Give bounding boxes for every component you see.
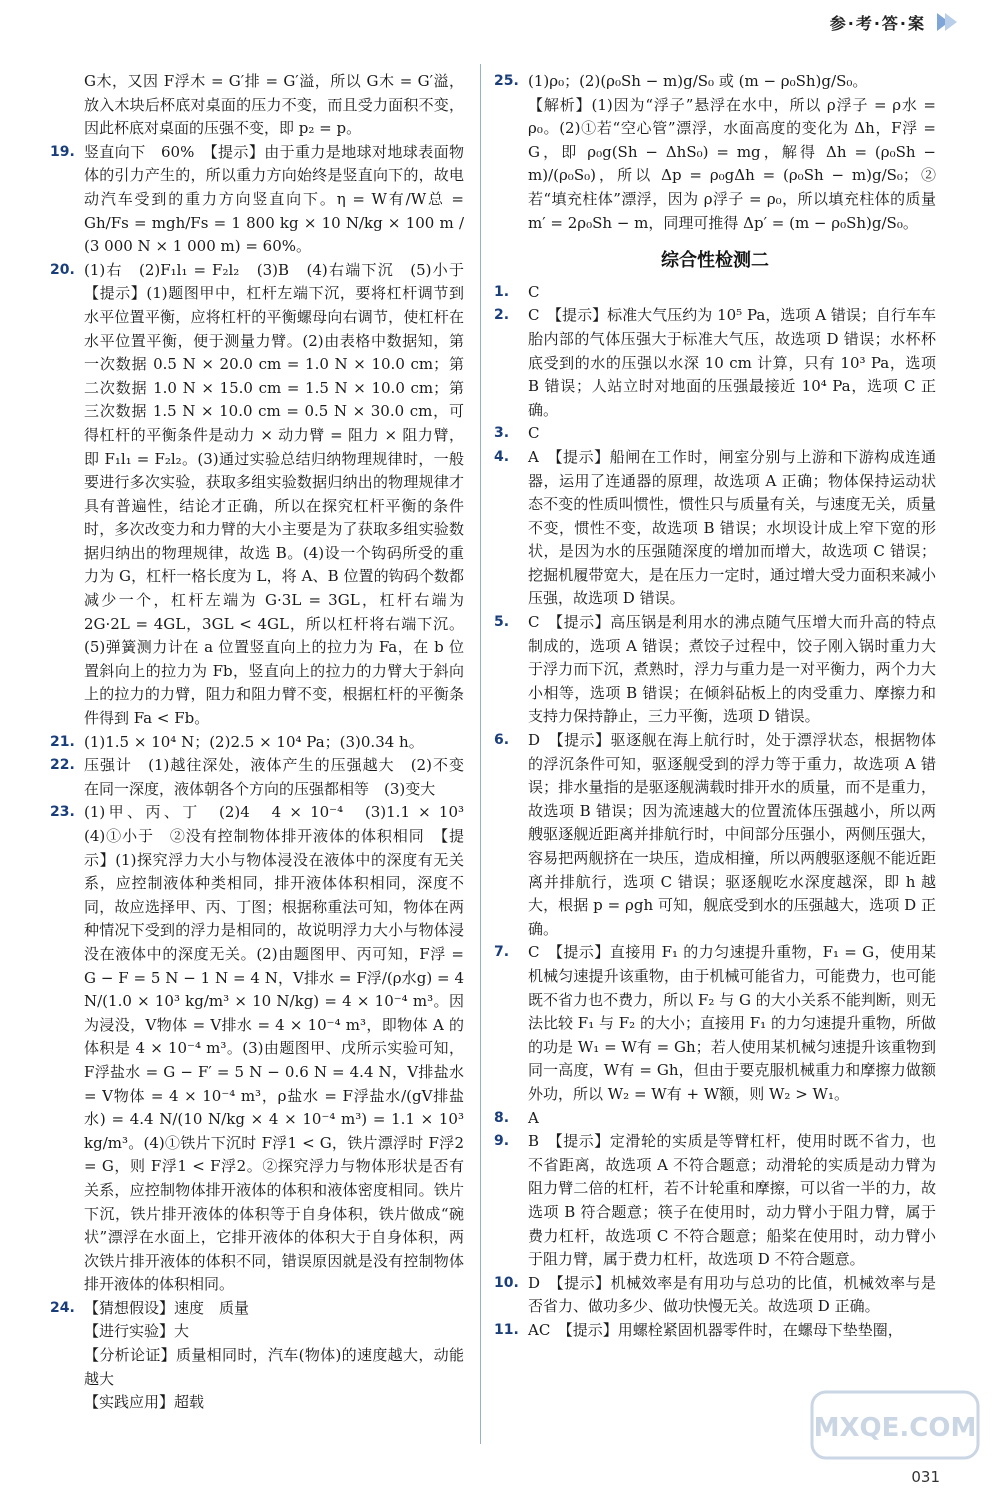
answer-item: [494, 729, 936, 941]
question-number: 21.: [50, 733, 75, 750]
answer-item: [50, 731, 464, 755]
question-number: 25.: [494, 73, 519, 89]
answer-text: C 【提示】直接用 F₁ 的力匀速提升重物，F₁ = G，使用某机械匀速提升该重物，由于机械可能省力，可能费力，也可能既不省力也不费力，所以 F₂ 与 G 的大小关系不能判断，则无法比较 F₁ 与 F₂ 的大小；直接用 F₁ 的力匀速提升重物，所做的功是 W₁ = W有 = Gh；若人使用某机械匀速提升该重物到同一高度，W有 = Gh，但由于要克服机械重力和摩擦力做额外功，所以 W₂ = W有 + W额，则 W₂ > W₁。: [528, 943, 936, 1103]
answer-text: D 【提示】驱逐舰在海上航行时，处于漂浮状态，根据物体的浮沉条件可知，驱逐舰受到的浮力等于重力，故选项 A 错误；排水量指的是驱逐舰满载时排开水的质量，而不是重力，故选项 B 错误；因为流速越大的位置流体压强越小，所以两艘驱逐舰近距离并排航行时，中间部分压强小，两侧压强大，容易把两舰挤在一块压，造成相撞，所以两艘驱逐舰不能近距离并排航行，选项 C 错误；驱逐舰吃水深度越深，即 h 越大，根据 p = ρgh 可知，舰底受到水的压强越大，选项 D 正确。: [528, 731, 936, 938]
answer-text: (1)ρ₀；(2)(ρ₀Sh − m)g/S₀ 或 (m − ρ₀Sh)g/S₀。: [528, 72, 868, 90]
answer-text: 压强计 (1)越往深处，液体产生的压强越大 (2)不变 在同一深度，液体朝各个方向的压强都相等 (3)变大: [84, 756, 480, 798]
header-title: 参·考·答·案: [829, 13, 926, 33]
question-number: 2.: [494, 307, 510, 324]
answer-item: [50, 1297, 464, 1321]
answer-text: A: [528, 1108, 539, 1127]
watermark-logo: [810, 1390, 980, 1460]
answer-item: [50, 1320, 464, 1344]
right-column: [494, 70, 936, 1342]
answer-item: [494, 422, 936, 446]
answer-text: B 【提示】定滑轮的实质是等臂杠杆，使用时既不省力，也不省距离，故选项 A 不符合题意；动滑轮的实质是动力臂为阻力臂二倍的杠杆，若不计轮重和摩擦，可以省一半的力，故选项 B 符合题意；筷子在使用时，动力臂小于阻力臂，属于费力杠杆，故选项 C 不符合题意；船桨在使用时，动力臂小于阻力臂，属于费力杠杆，故选项 D 不符合题意。: [528, 1132, 936, 1269]
answer-item: [50, 754, 480, 801]
answer-item: [50, 801, 480, 1296]
question-number: [50, 70, 84, 141]
answer-text: D 【提示】机械效率是有用功与总功的比值，机械效率与是否省力、做功多少、做功快慢无关。故选项 D 正确。: [528, 1273, 936, 1316]
question-number: 4.: [494, 448, 510, 465]
question-number: 1.: [494, 283, 510, 300]
answer-text: C: [528, 424, 540, 443]
question-number: 19.: [50, 143, 75, 160]
svg-text:MXQE.COM: MXQE.COM: [813, 1413, 977, 1443]
page-header: [830, 8, 960, 36]
right-column-answers: [494, 70, 936, 235]
answer-item: [50, 141, 464, 259]
answer-item: [494, 1319, 936, 1343]
answer-item: [50, 259, 480, 731]
question-number: [50, 1391, 84, 1415]
answer-text: C 【提示】标准大气压约为 10⁵ Pa，选项 A 错误；自行车车胎内部的气体压强大于标准大气压，故选项 D 错误；水杯杯底受到的水的压强以水深 10 cm 计算，只有 10³ Pa，选项 B 错误；人站立时对地面的压强最接近 10⁴ Pa，选项 C 正确。: [528, 306, 936, 419]
question-number: 20.: [50, 261, 75, 278]
answer-text: 【进行实验】大: [84, 1322, 190, 1341]
question-number: [50, 1320, 84, 1344]
answer-text: 【解析】(1)因为“浮子”悬浮在水中，所以 ρ浮子 = ρ水 = ρ₀。(2)①若“空心管”漂浮，水面高度的变化为 Δh，F浮 = G，即 ρ₀g(Sh − ΔhS₀) = mg，解得 Δh = (ρ₀Sh − m)/(ρ₀S₀)，所以 Δp = ρ₀gΔh = (ρ₀Sh − m)g/S₀；②若“填充柱体”漂浮，因为 ρ浮子 = ρ₀，所以填充柱体的质量 m′ = 2ρ₀Sh − m，同理可推得 Δp′ = (m − ρ₀Sh)g/S₀。: [528, 95, 936, 232]
answer-text: (1)右 (2)F₁l₁ = F₂l₂ (3)B (4)右端下沉 (5)小于 【提示】(1)题图甲中，杠杆左端下沉，要将杠杆调节到水平位置平衡，应将杠杆的平衡螺母向右调节，使杠杆在水平位置平衡，便于测量力臂。(2)由表格中数据知，第一次数据 0.5 N × 20.0 cm = 1.0 N × 10.0 cm；第二次数据 1.0 N × 15.0 cm = 1.5 N × 10.0 cm；第三次数据 1.5 N × 10.0 cm = 0.5 N × 30.0 cm，可得杠杆的平衡条件是动力 × 动力臂 = 阻力 × 阻力臂，即 F₁l₁ = F₂l₂。(3)通过实验总结归纳物理规律时，一般要进行多次实验，获取多组实验数据归纳出的物理规律才具有普遍性，结论才正确，所以在探究杠杆平衡的条件时，多次改变力和力臂的大小主要是为了获取多组实验数据归纳出的物理规律，故选 B。(4)设一个钩码所受的重力为 G，杠杆一格长度为 L，将 A、B 位置的钩码个数都减少一个，杠杆左端为 G·3L = 3GL，杠杆右端为 2G·2L = 4GL，3GL < 4GL，所以杠杆将右端下沉。(5)弹簧测力计在 a 位置竖直向上的拉力为 Fa，在 b 位置斜向上的拉力为 Fb，竖直向上的拉力的力臂大于斜向上的拉力的力臂，阻力和阻力臂不变，根据杠杆的平衡条件得到 Fa < Fb。: [84, 260, 480, 728]
answer-text: 【猜想假设】速度 质量: [84, 1298, 250, 1317]
chevron-right-icon: [934, 11, 960, 33]
answer-item: [494, 304, 936, 422]
answer-item: [50, 70, 464, 141]
question-number: 22.: [50, 757, 75, 774]
question-number: 7.: [494, 944, 510, 961]
answer-text: (1)1.5 × 10⁴ N；(2)2.5 × 10⁴ Pa；(3)0.34 h。: [84, 732, 424, 751]
answer-text: A 【提示】船闸在工作时，闸室分别与上游和下游构成连通器，运用了连通器的原理，故选项 A 正确；物体保持运动状态不变的性质叫惯性，惯性只与质量有关，与速度无关，质量不变，惯性不变，故选项 B 错误；水坝设计成上窄下宽的形状，是因为水的压强随深度的增加而增大，故选项 C 错误；挖掘机履带宽大，是在压力一定时，通过增大受力面积来减小压强，故选项 D 错误。: [528, 447, 936, 608]
answer-item: [50, 1344, 464, 1391]
answer-item: [494, 1130, 936, 1272]
column-divider: [480, 64, 481, 1444]
question-number: [494, 94, 528, 236]
answer-item: [494, 94, 936, 236]
answer-item: [494, 1107, 936, 1131]
right-column-test-two: [494, 281, 936, 1343]
section-title: 综合性检测二: [661, 250, 769, 272]
question-number: 9.: [494, 1133, 510, 1150]
answer-text: C 【提示】高压锅是利用水的沸点随气压增大而升高的特点制成的，选项 A 错误；煮饺子过程中，饺子刚入锅时重力大于浮力而下沉，煮熟时，浮力与重力是一对平衡力，两个力大小相等，选项 B 错误；在倾斜砧板上的肉受重力、摩擦力和支持力保持静止，三力平衡，选项 D 错误。: [528, 613, 936, 726]
answer-text: (1)甲、丙、丁 (2)4 4 × 10⁻⁴ (3)1.1 × 10³ (4)①小于 ②没有控制物体排开液体的体积相同 【提示】(1)探究浮力大小与物体浸没在液体中的深度有无关系，应控制液体种类相同，排开液体体积相同，深度不同，故应选择甲、丙、丁图；根据称重法可知，物体在两种情况下受到的浮力是相同的，故说明浮力大小与物体浸没在液体中的深度无关。(2)由题图甲、丙可知，F浮 = G − F = 5 N − 1 N = 4 N，V排水 = F浮/(ρ水g) = 4 N/(1.0 × 10³ kg/m³ × 10 N/kg) = 4 × 10⁻⁴ m³。因为浸没，V物体 = V排水 = 4 × 10⁻⁴ m³，即物体 A 的体积是 4 × 10⁻⁴ m³。(3)由题图甲、戊所示实验可知，F浮盐水 = G − F′ = 5 N − 0.6 N = 4.4 N，V排盐水 = V物体 = 4 × 10⁻⁴ m³，ρ盐水 = F浮盐水/(gV排盐水) = 4.4 N/(10 N/kg × 4 × 10⁻⁴ m³) = 1.1 × 10³ kg/m³。(4)①铁片下沉时 F浮1 < G，铁片漂浮时 F浮2 = G，则 F浮1 < F浮2。②探究浮力与物体形状是否有关系，应控制物体排开液体的体积和液体密度相同。铁片下沉，铁片排开液体的体积等于自身体积，铁片做成“碗状”漂浮在水面上，它排开液体的体积大于自身体积，两次铁片排开液体的体积不同，错误原因就是没有控制物体排开液体的体积相同。: [84, 803, 480, 1294]
question-number: [50, 1344, 84, 1391]
answer-item: [50, 1391, 464, 1415]
answer-text: AC 【提示】用螺栓紧固机器零件时，在螺母下垫垫圈，: [528, 1320, 903, 1339]
answer-text: G木，又因 F浮木 = G′排 = G′溢，所以 G木 = G′溢，放入木块后杯底对桌面的压力不变，而且受力面积不变，因此杯底对桌面的压强不变，即 p₂ = p。: [84, 72, 464, 138]
answer-text: 【实践应用】超载: [84, 1393, 205, 1412]
answer-item: [494, 446, 936, 611]
answer-item: [494, 611, 936, 729]
answer-text: 【分析论证】质量相同时，汽车(物体)的速度越大，动能越大: [84, 1346, 464, 1388]
question-number: 3.: [494, 425, 510, 442]
question-number: 5.: [494, 614, 510, 631]
page-number: 031: [911, 1468, 940, 1486]
question-number: 10.: [494, 1274, 519, 1291]
left-column: [50, 70, 480, 1415]
answer-text: 竖直向下 60% 【提示】由于重力是地球对地球表面物体的引力产生的，所以重力方向始终是竖直向下的，故电动汽车受到的重力方向竖直向下。η = W有/W总 = Gh/Fs = mgh/Fs = 1 800 kg × 10 N/kg × 100 m / (3 000 N × 1 000 m) = 60%。: [84, 142, 464, 256]
answer-item: [494, 941, 936, 1106]
question-number: 24.: [50, 1299, 75, 1316]
question-number: 11.: [494, 1321, 519, 1338]
question-number: 6.: [494, 732, 510, 749]
answer-item: [494, 281, 936, 305]
answer-item: [494, 70, 936, 94]
question-number: 23.: [50, 804, 75, 821]
answer-text: C: [528, 282, 540, 301]
question-number: 8.: [494, 1109, 510, 1126]
answer-item: [494, 1272, 936, 1319]
